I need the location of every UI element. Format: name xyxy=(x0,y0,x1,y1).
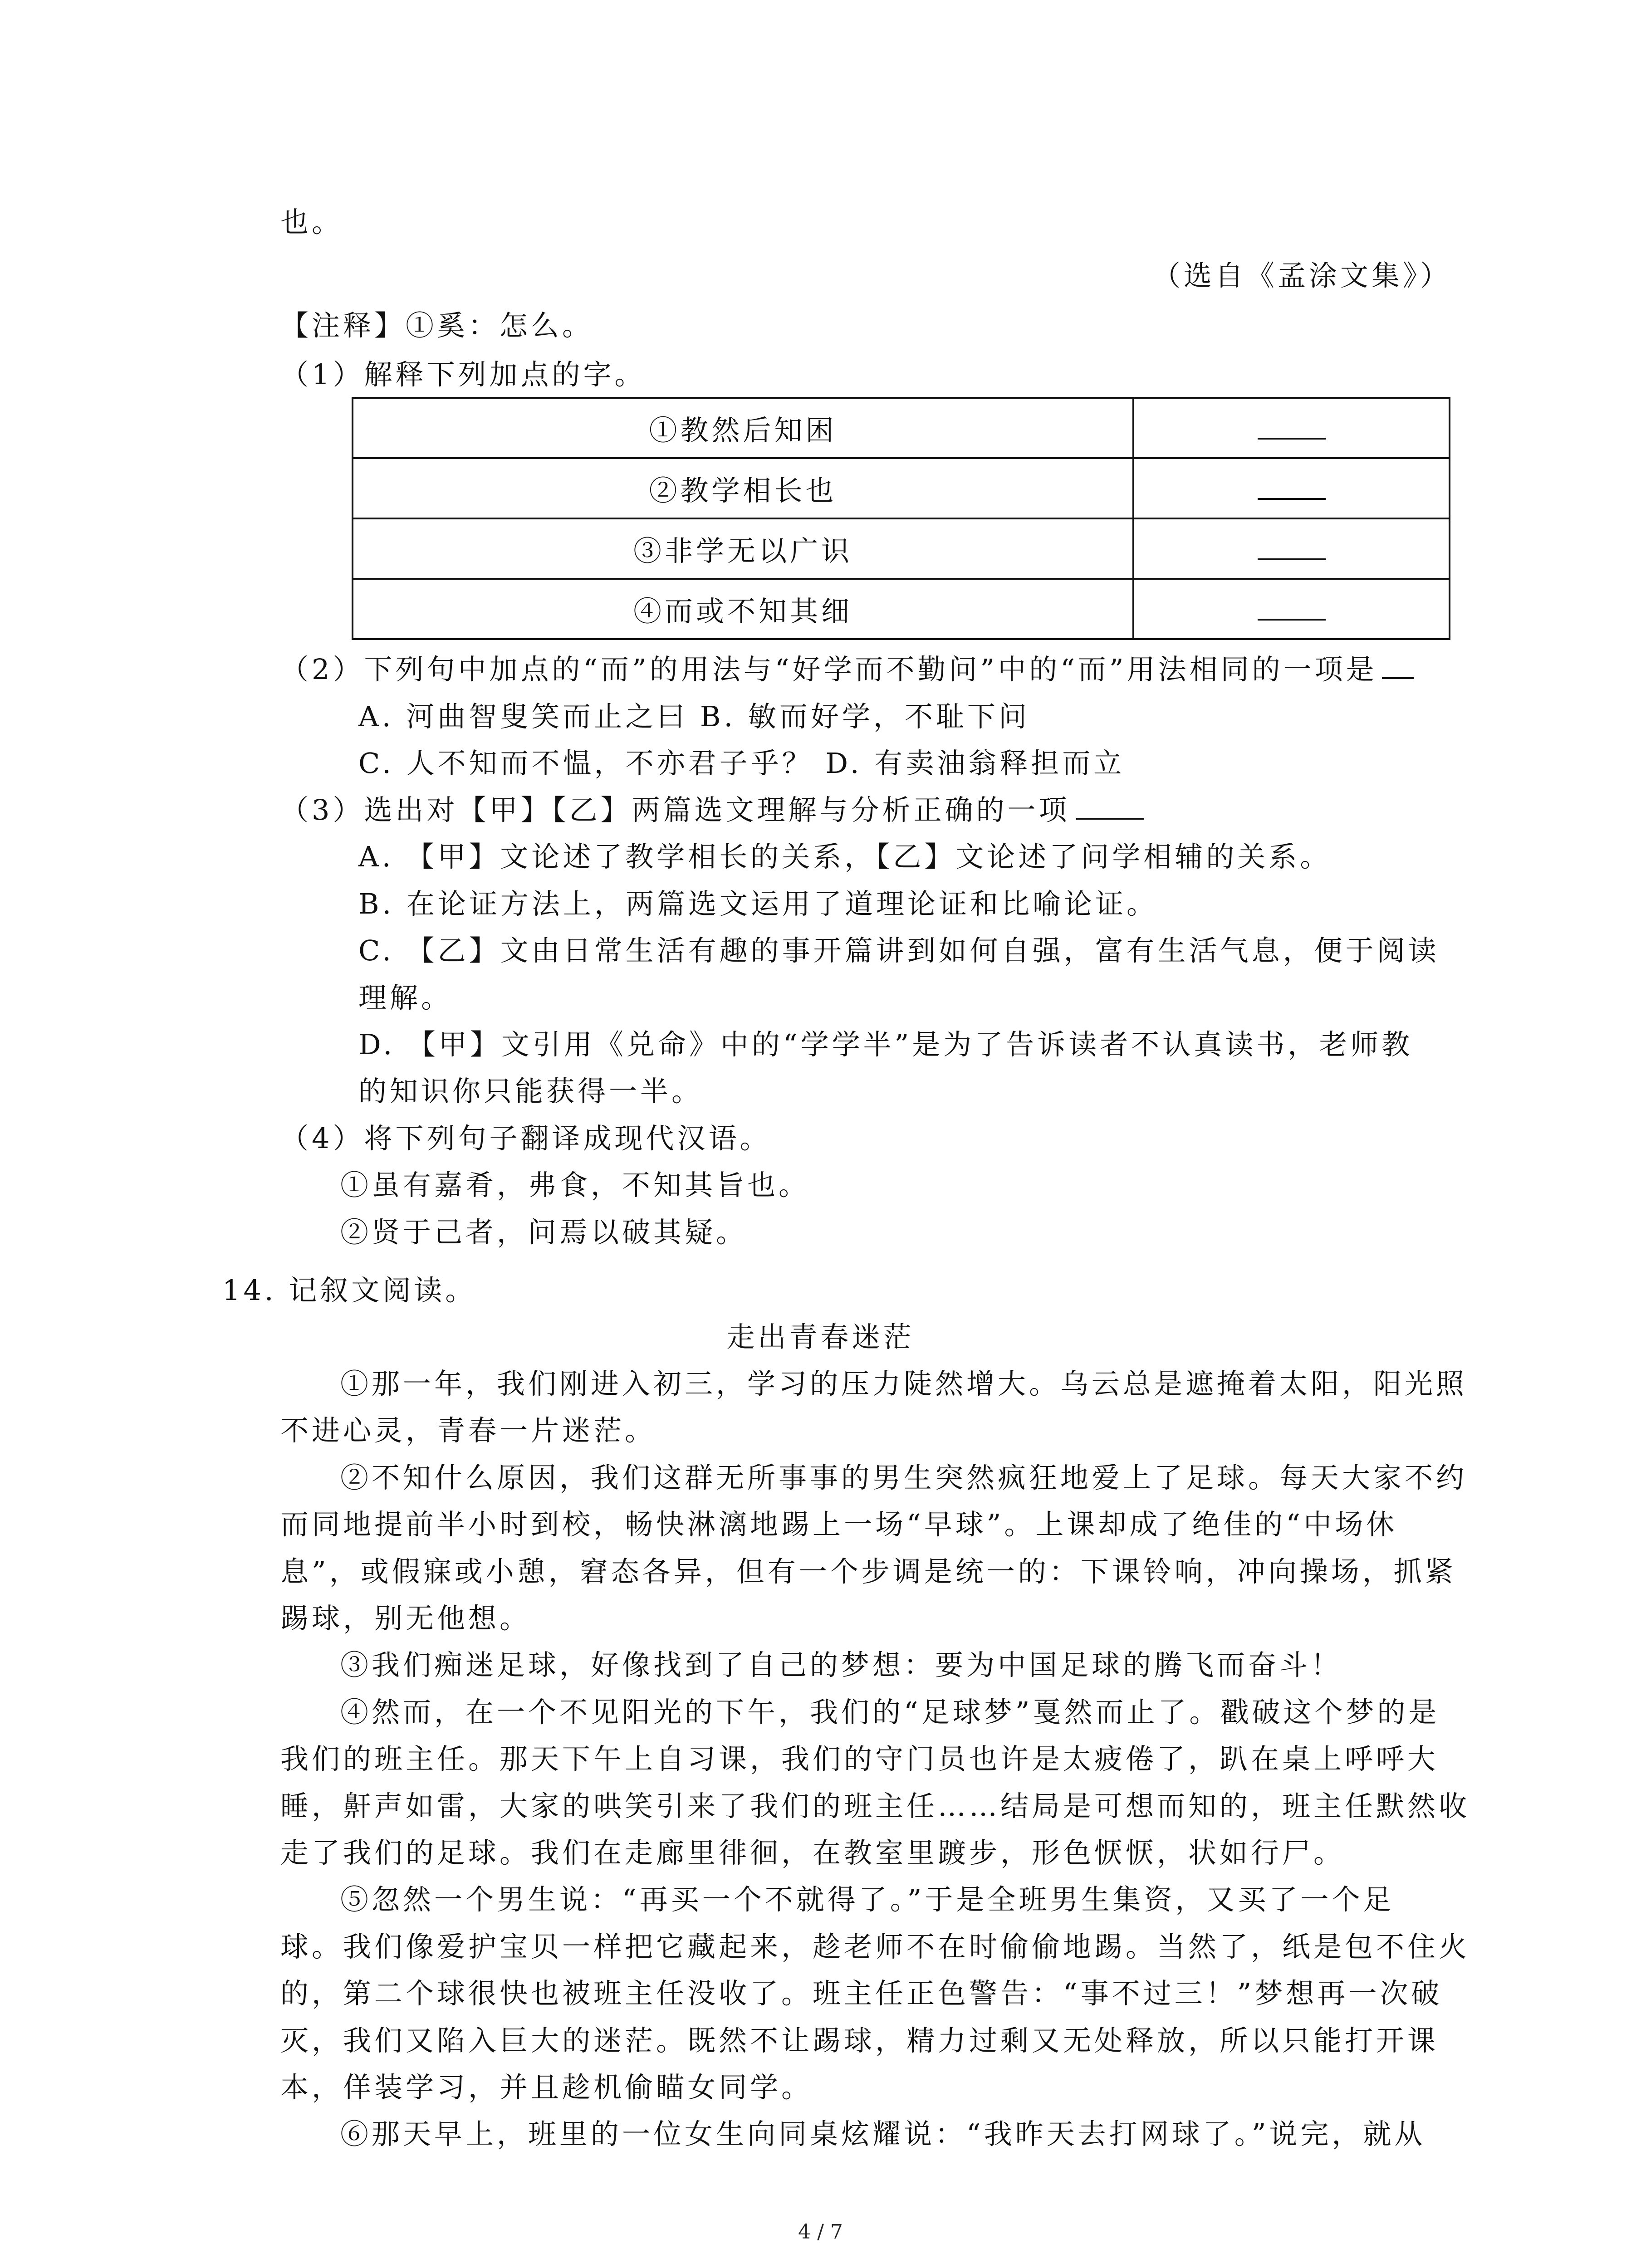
q2-options-1: A. 河曲智叟笑而止之曰 B. 敏而好学，不耻下问 xyxy=(358,700,1030,733)
q1-item-4: ④而或不知其细 xyxy=(353,579,1133,639)
passage-line: ⑤忽然一个男生说：“再买一个不就得了。”于是全班男生集资，又买了一个足 xyxy=(340,1883,1395,1916)
passage-title: 走出青春迷茫 xyxy=(726,1320,915,1354)
q3-option-b: B. 在论证方法上，两篇选文运用了道理论证和比喻论证。 xyxy=(358,887,1158,920)
answer-blank[interactable] xyxy=(1382,668,1414,679)
answer-blank[interactable] xyxy=(1076,809,1144,820)
source-citation: （选自《孟涂文集》） xyxy=(1152,259,1452,292)
q3-line xyxy=(280,792,1144,828)
continuation-text: 也。 xyxy=(280,205,343,239)
passage-line: 灭，我们又陷入巨大的迷茫。既然不让踢球，精力过剩又无处释放，所以只能打开课 xyxy=(280,2024,1439,2057)
section-heading: 14. 记叙文阅读。 xyxy=(222,1274,477,1307)
page-number: 4 / 7 xyxy=(798,2220,843,2244)
answer-blank[interactable] xyxy=(1133,398,1450,458)
q4-sentence-1: ①虽有嘉肴，弗食，不知其旨也。 xyxy=(340,1168,810,1202)
q3-option-d-line1: D. 【甲】文引用《兑命》中的“学学半”是为了告诉读者不认真读书，老师教 xyxy=(358,1028,1413,1061)
answer-blank[interactable] xyxy=(1133,579,1450,639)
passage-line: 踢球，别无他想。 xyxy=(280,1602,531,1635)
passage-line: 睡，鼾声如雷，大家的哄笑引来了我们的班主任……结局是可想而知的，班主任默然收 xyxy=(280,1789,1470,1823)
passage-line: 不进心灵，青春一片迷茫。 xyxy=(280,1414,656,1447)
q4-prompt: （4）将下列句子翻译成现代汉语。 xyxy=(280,1122,771,1155)
passage-line: 球。我们像爱护宝贝一样把它藏起来，趁老师不在时偷偷地踢。当然了，纸是包不住火 xyxy=(280,1930,1470,1963)
passage-line: 息”，或假寐或小憩，窘态各异，但有一个步调是统一的：下课铃响，冲向操场，抓紧 xyxy=(280,1555,1456,1588)
q3-option-c-line2: 理解。 xyxy=(358,981,453,1014)
q1-prompt: （1）解释下列加点的字。 xyxy=(280,358,646,391)
q2-line xyxy=(280,651,1414,688)
q1-item-2: ②教学相长也 xyxy=(353,458,1133,518)
passage-line: 走了我们的足球。我们在走廊里徘徊，在教室里踱步，形色恹恹，状如行尸。 xyxy=(280,1836,1345,1869)
table-row xyxy=(353,518,1450,579)
q4-sentence-2: ②贤于己者，问焉以破其疑。 xyxy=(340,1216,748,1249)
answer-blank[interactable] xyxy=(1133,518,1450,579)
passage-line: ④然而，在一个不见阳光的下午，我们的“足球梦”戛然而止了。戳破这个梦的是 xyxy=(340,1696,1440,1729)
passage-line: ①那一年，我们刚进入初三，学习的压力陡然增大。乌云总是遮掩着太阳，阳光照 xyxy=(340,1367,1468,1400)
q3-option-d-line2: 的知识你只能获得一半。 xyxy=(358,1075,703,1108)
q3-option-a: A. 【甲】文论述了教学相长的关系，【乙】文论述了问学相辅的关系。 xyxy=(358,840,1332,873)
table-row xyxy=(353,398,1450,458)
q1-item-3: ③非学无以广识 xyxy=(353,518,1133,579)
q2-options-2: C. 人不知而不愠，不亦君子乎？ D. 有卖油翁释担而立 xyxy=(358,747,1125,780)
q3-prompt: （3）选出对【甲】【乙】两篇选文理解与分析正确的一项 xyxy=(280,793,1070,826)
passage-line: 而同地提前半小时到校，畅快淋漓地踢上一场“早球”。上课却成了绝佳的“中场休 xyxy=(280,1508,1398,1541)
passage-line: 的，第二个球很快也被班主任没收了。班主任正色警告：“事不过三！”梦想再一次破 xyxy=(280,1977,1443,2010)
passage-line: 我们的班主任。那天下午上自习课，我们的守门员也许是太疲倦了，趴在桌上呼呼大 xyxy=(280,1742,1439,1775)
passage-line: 本，佯装学习，并且趁机偷瞄女同学。 xyxy=(280,2071,813,2104)
answer-blank[interactable] xyxy=(1133,458,1450,518)
passage-line: ②不知什么原因，我们这群无所事事的男生突然疯狂地爱上了足球。每天大家不约 xyxy=(340,1461,1468,1494)
passage-line: ⑥那天早上，班里的一位女生向同桌炫耀说：“我昨天去打网球了。”说完，就从 xyxy=(340,2117,1426,2151)
q1-table xyxy=(352,397,1450,640)
table-row xyxy=(353,458,1450,518)
q1-item-1: ①教然后知困 xyxy=(353,398,1133,458)
annotation-note: 【注释】①奚：怎么。 xyxy=(280,309,594,342)
table-row xyxy=(353,579,1450,639)
q2-prompt: （2）下列句中加点的“而”的用法与“好学而不勤问”中的“而”用法相同的一项是 xyxy=(280,653,1377,686)
passage-line: ③我们痴迷足球，好像找到了自己的梦想：要为中国足球的腾飞而奋斗！ xyxy=(340,1648,1342,1681)
q3-option-c-line1: C. 【乙】文由日常生活有趣的事开篇讲到如何自强，富有生活气息，便于阅读 xyxy=(358,934,1440,967)
